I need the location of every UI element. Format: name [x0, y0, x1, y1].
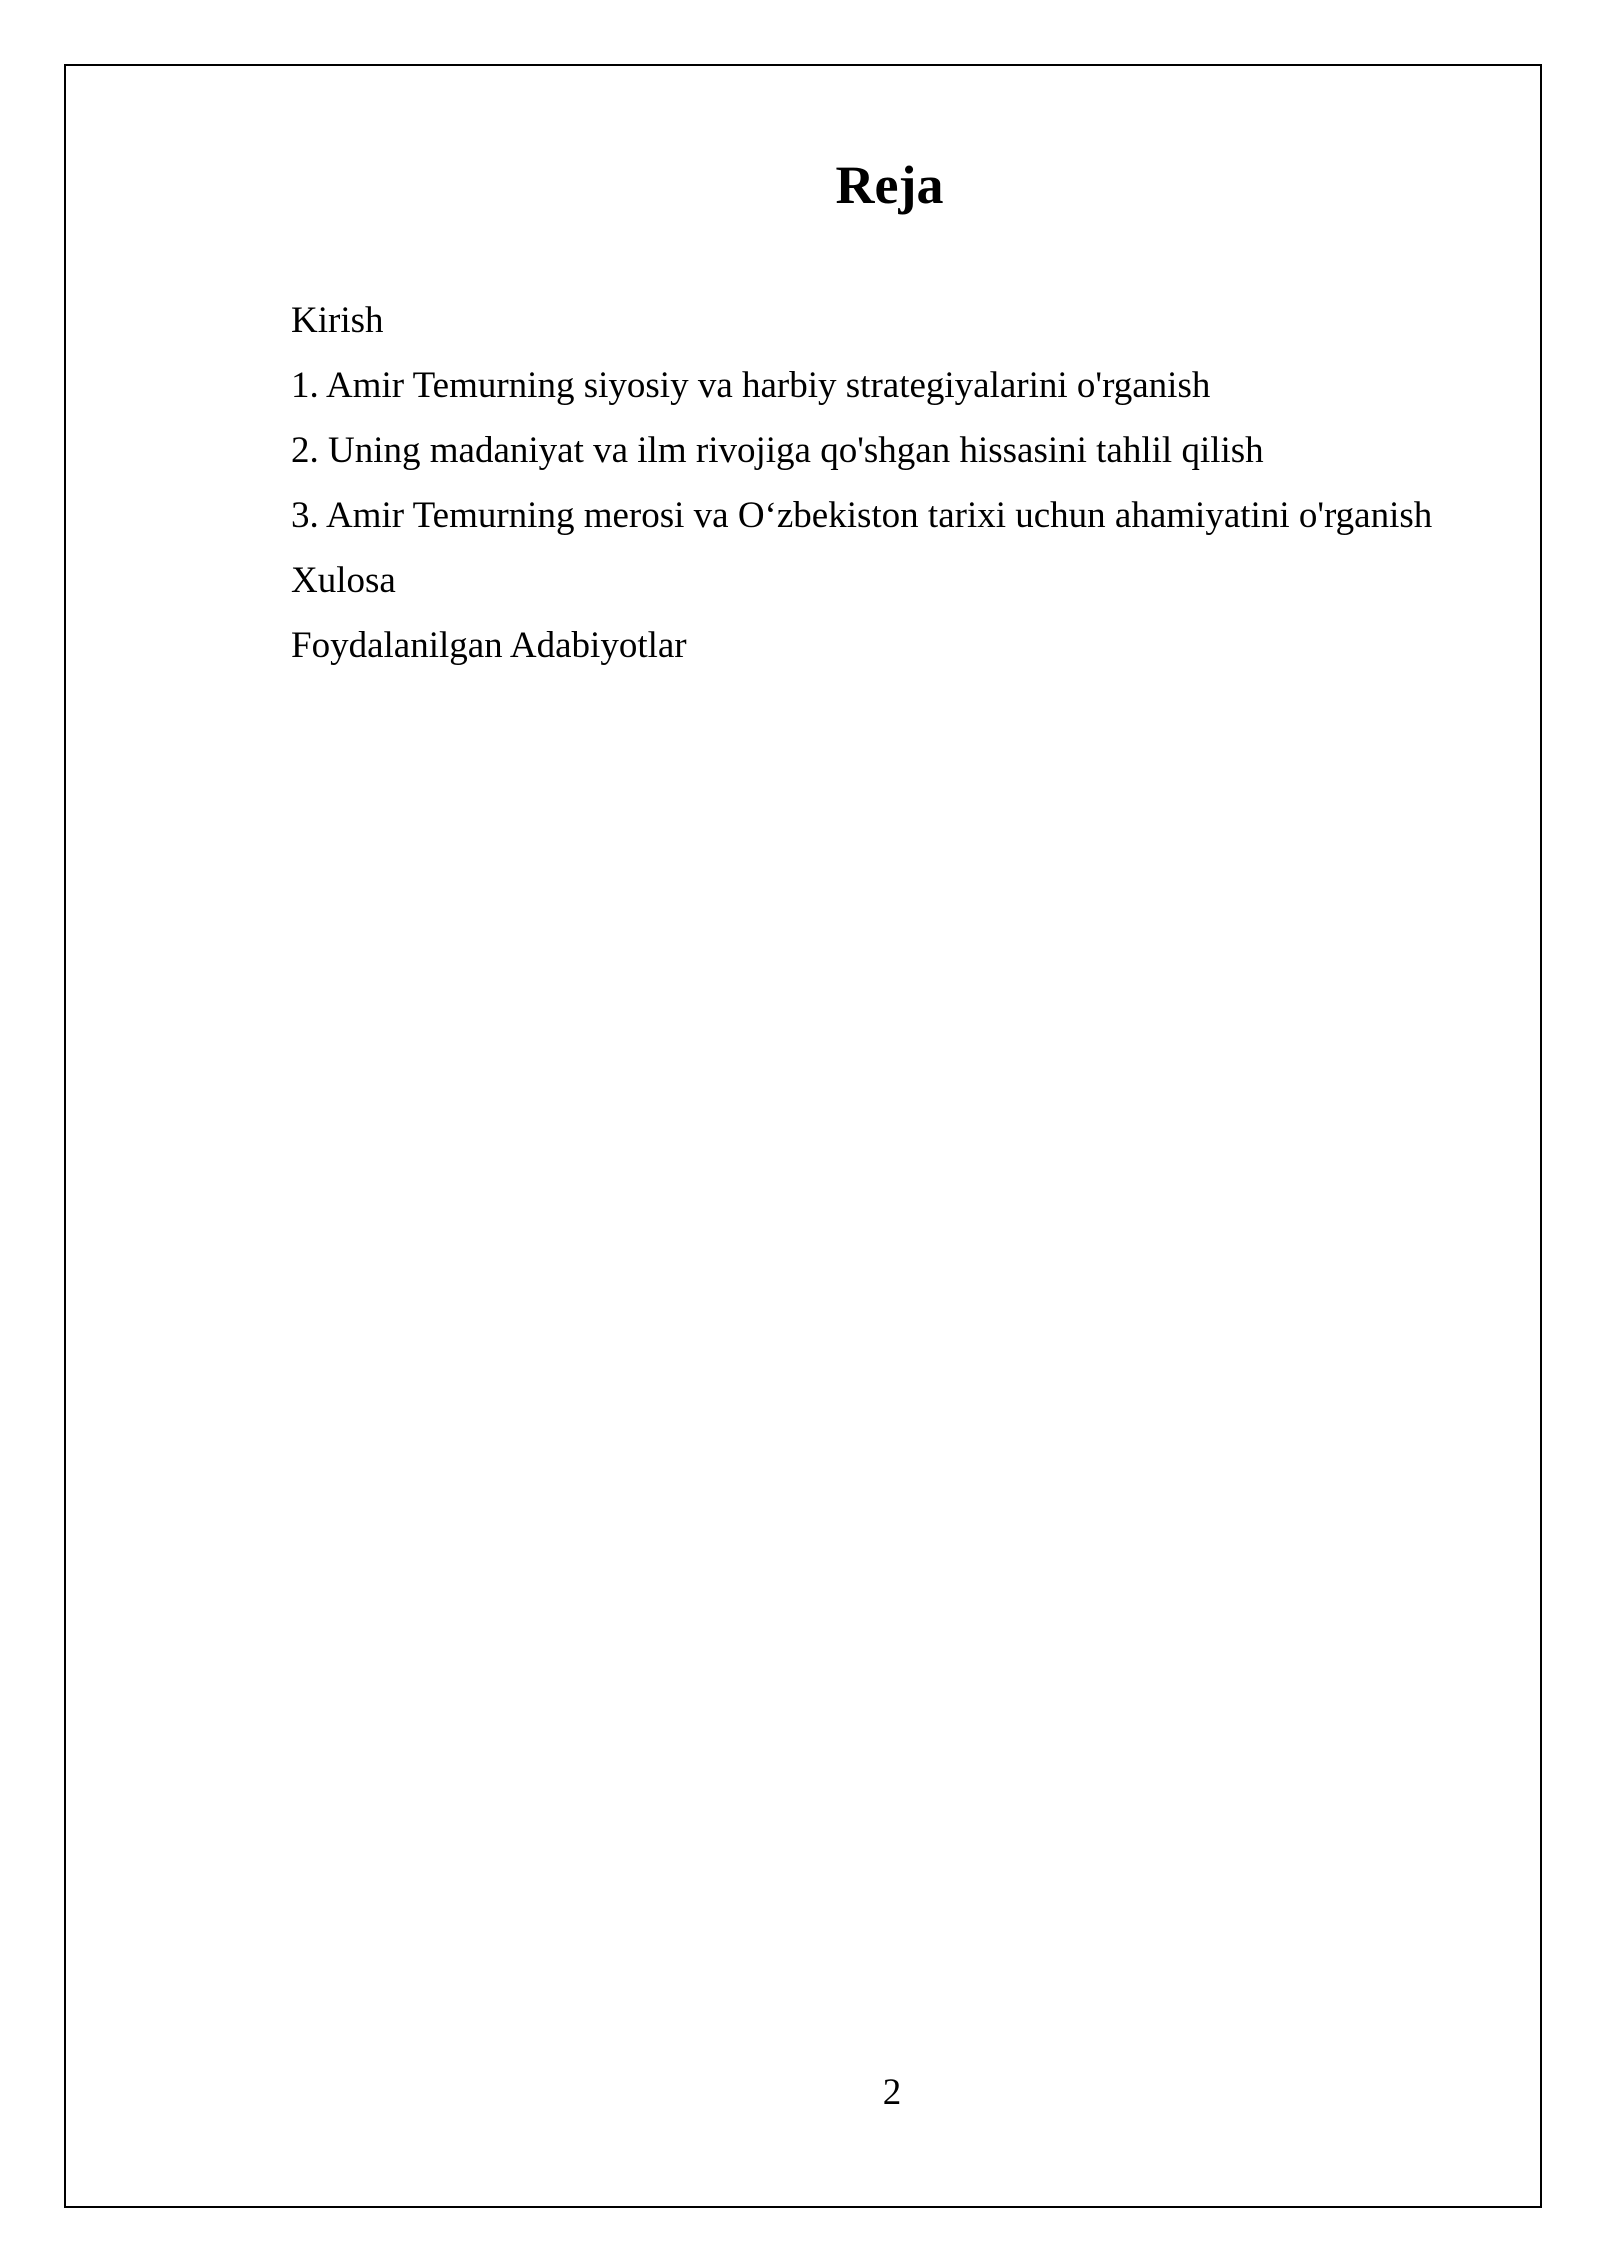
page-number: 2 [882, 2072, 902, 2113]
toc-item-chapter-2: 2. Uning madaniyat va ilm rivojiga qo'shgan hissasini tahlil qilish [291, 430, 1264, 471]
toc-item-chapter-3: 3. Amir Temurning merosi va O‘zbekiston tarixi uchun ahamiyatini o'rganish [291, 495, 1433, 536]
toc-item-conclusion: Xulosa [291, 560, 396, 601]
page-title: Reja [835, 155, 944, 215]
toc-item-references: Foydalanilgan Adabiyotlar [291, 625, 687, 666]
table-of-contents [291, 288, 1432, 678]
toc-item-chapter-1: 1. Amir Temurning siyosiy va harbiy strategiyalarini o'rganish [291, 365, 1211, 406]
toc-item-introduction: Kirish [291, 300, 384, 341]
